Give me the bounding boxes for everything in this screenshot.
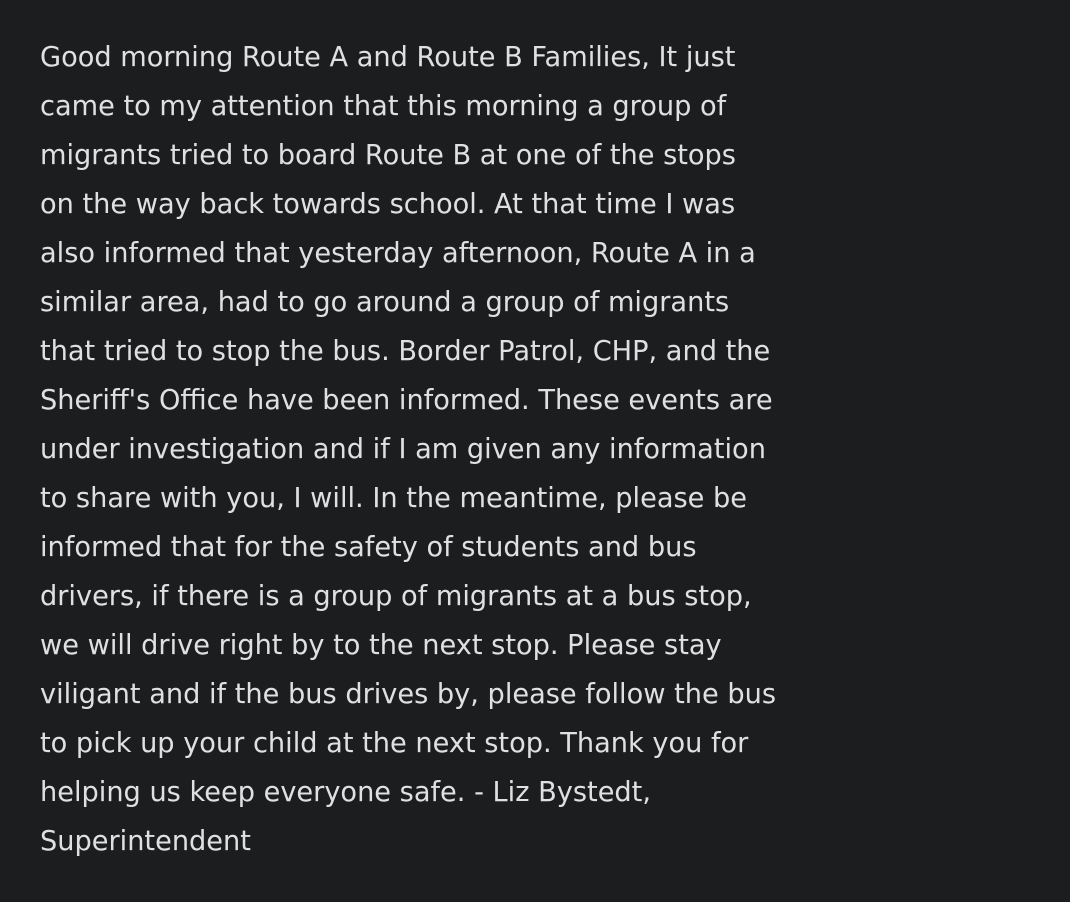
- post-text-line: under investigation and if I am given any information: [40, 434, 766, 465]
- post-text-line: on the way back towards school. At that time I was: [40, 189, 736, 220]
- post-text-line: also informed that yesterday afternoon, Route A in a: [40, 238, 756, 269]
- post-text-line: informed that for the safety of students and bus: [40, 532, 697, 563]
- post-text-line: to pick up your child at the next stop. Thank you for: [40, 728, 749, 759]
- post-text-line: Superintendent: [40, 826, 251, 857]
- post-text-line: helping us keep everyone safe. - Liz Bystedt,: [40, 777, 651, 808]
- post-text-line: similar area, had to go around a group of migrants: [40, 287, 730, 318]
- post-text: [40, 33, 1050, 866]
- post-text-line: drivers, if there is a group of migrants at a bus stop,: [40, 581, 752, 612]
- post-text-line: came to my attention that this morning a group of: [40, 91, 727, 122]
- post-text-line: migrants tried to board Route B at one of the stops: [40, 140, 736, 171]
- post-text-line: viligant and if the bus drives by, please follow the bus: [40, 679, 777, 710]
- post-text-line: to share with you, I will. In the meantime, please be: [40, 483, 748, 514]
- post-text-line: we will drive right by to the next stop. Please stay: [40, 630, 722, 661]
- post-text-line: Sheriff's Office have been informed. These events are: [40, 385, 773, 416]
- post-text-line: that tried to stop the bus. Border Patrol, CHP, and the: [40, 336, 771, 367]
- post-text-line: Good morning Route A and Route B Families, It just: [40, 42, 736, 73]
